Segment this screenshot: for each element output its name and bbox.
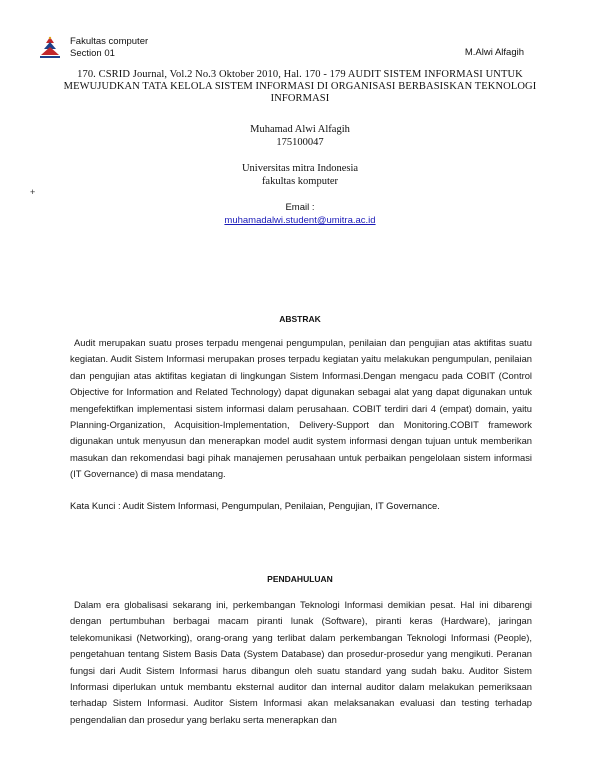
margin-marker: + (30, 187, 36, 197)
keywords: Kata Kunci : Audit Sistem Informasi, Pengumpulan, Penilaian, Pengujian, IT Governance. (70, 500, 440, 511)
header-faculty: Fakultas computer (70, 36, 149, 47)
introduction-heading: PENDAHULUAN (267, 574, 333, 584)
affiliation-university: Universitas mitra Indonesia (241, 163, 359, 174)
university-logo-icon (37, 36, 63, 60)
email-label: Email : (285, 202, 315, 213)
abstract-paragraph: Audit merupakan suatu proses terpadu mengenai pengumpulan, penilaian dan pengujian atas aktifitas suatu kegiatan. Audit Sistem Informasi merupakan proses terpadu kegiatan yaitu melakukan pengumpulan, penilaian dan pengujian atas aktifitas kegiatan di lingkungan Sistem Informasi.Dengan mengacu pada COBIT (Control Objective for Information and Related Technology) dapat digunakan sebagai alat yang dapat digunakan untuk mengefektifkan implementasi sistem informasi dalam perusahaan. COBIT terdiri dari 4 (empat) domain, yaitu Planning-Organization, Acquisition-Implementation, Delivery-Support dan Monitoring.COBIT framework digunakan untuk menyusun dan menerapkan model audit system informasi dengan tujuan untuk memberikan masukan dan rekomendasi bagi pihak manajemen perusahaan untuk perbaikan pengelolaan sistem informasi (IT Governance) di masa mendatang. (70, 337, 532, 480)
running-header-left (70, 36, 148, 60)
introduction-paragraph: Dalam era globalisasi sekarang ini, perkembangan Teknologi Informasi demikian pesat. Hal ini dibarengi dengan pertumbuhan berbagai macam piranti lunak (Software), piranti keras (Hardware), jaringan telekomunikasi (Networking), orang-orang yang terlibat dalam perkembangan Teknologi Informasi (People), pengetahuan tentang Sistem Basis Data (System Database) dan prosedur-prosedur yang mengikuti. Peranan fungsi dari Audit Sistem Informasi harus dibangun oleh suatu standard yang sudah baku. Auditor Sistem Informasi diperlukan untuk membantu eksternal auditor dan internal auditor dalam melakukan pemeriksaan terhadap Sistem Informasi. Auditor Sistem Informasi akan melaksanakan evaluasi dan testing terhadap pengendalian dan prosedur yang berlaku serta menerapkan dan (70, 599, 532, 725)
email-link[interactable]: muhamadalwi.student@umitra.ac.id (224, 215, 376, 226)
header-author: M.Alwi Alfagih (464, 47, 524, 58)
email-block (100, 201, 500, 227)
introduction-body (70, 597, 532, 728)
abstract-heading: ABSTRAK (279, 314, 321, 324)
author-name: Muhamad Alwi Alfagih (250, 124, 350, 135)
affiliation-block (100, 162, 500, 188)
author-id: 175100047 (276, 137, 324, 148)
abstract-body (70, 335, 532, 483)
author-block (100, 123, 500, 149)
affiliation-faculty: fakultas komputer (261, 176, 339, 187)
paper-title: 170. CSRID Journal, Vol.2 No.3 Oktober 2010, Hal. 170 - 179 AUDIT SISTEM INFORMASI UNTUK MEWUJUDKAN TATA KELOLA SISTEM INFORMASI DI ORGANISASI BERBASISKAN TEKNOLOGI INFORMASI (63, 69, 537, 104)
header-section: Section 01 (70, 48, 115, 59)
